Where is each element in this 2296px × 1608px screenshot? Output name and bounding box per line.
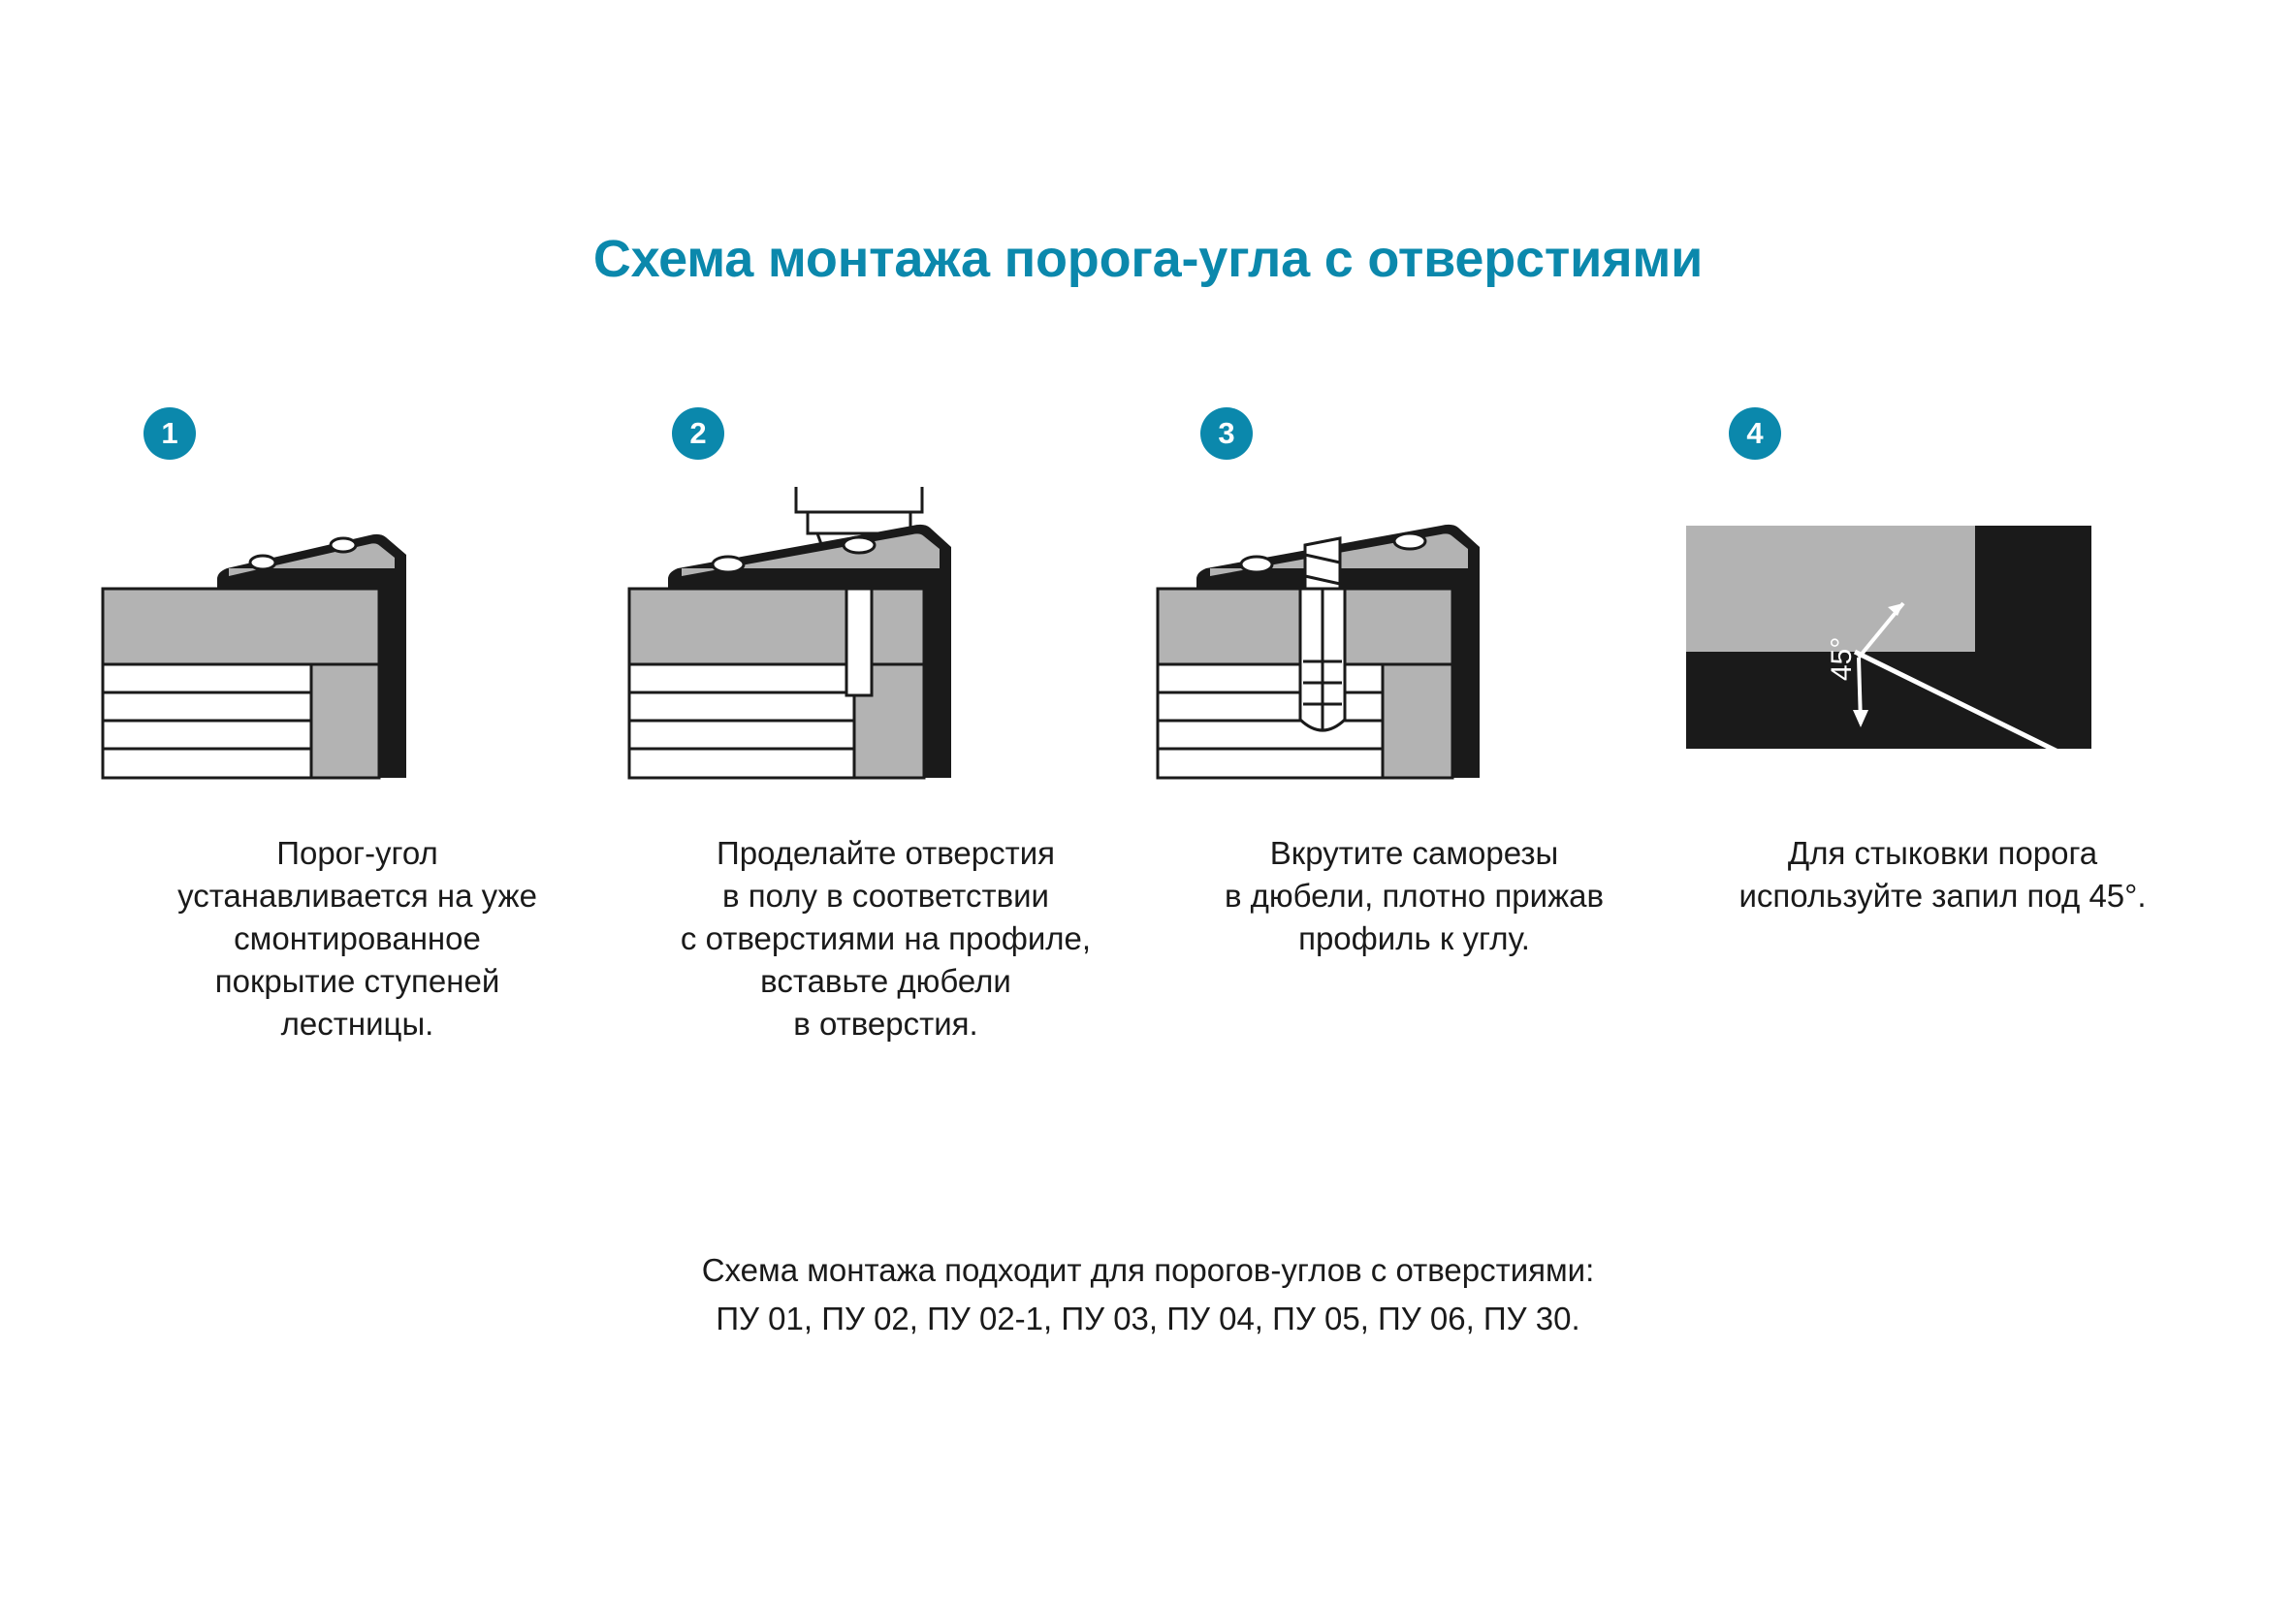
step-3-illustration bbox=[1150, 487, 1678, 807]
step-2-illustration bbox=[622, 487, 1150, 807]
step-1-illustration bbox=[93, 487, 622, 807]
page-title: Схема монтажа порога-угла с отверстиями bbox=[592, 230, 1704, 288]
footer-note bbox=[0, 1246, 2296, 1343]
step-2 bbox=[622, 407, 1150, 1045]
steps-container bbox=[93, 407, 2207, 1045]
step-1-caption: Порог-угол устанавливается на уже смонтированное покрытие ступеней лестницы. bbox=[177, 835, 537, 1042]
step-number-badge: 2 bbox=[672, 407, 724, 460]
angle-label: 45° bbox=[1826, 636, 1858, 681]
step-number-badge: 1 bbox=[144, 407, 196, 460]
step-2-caption: Проделайте отверстия в полу в соответствии с отверстиями на профиле, вставьте дюбели в отверстия. bbox=[680, 835, 1092, 1042]
step-4-illustration bbox=[1678, 487, 2207, 807]
step-number-badge: 3 bbox=[1200, 407, 1253, 460]
footer-line-2: ПУ 01, ПУ 02, ПУ 02-1, ПУ 03, ПУ 04, ПУ 05, ПУ 06, ПУ 30. bbox=[716, 1301, 1580, 1336]
screw-icon bbox=[1300, 538, 1345, 730]
step-4-caption: Для стыковки порога используйте запил под 45°. bbox=[1738, 835, 2147, 914]
step-4 bbox=[1678, 407, 2207, 917]
step-1 bbox=[93, 407, 622, 1045]
step-3-caption: Вкрутите саморезы в дюбели, плотно прижав профиль к углу. bbox=[1224, 835, 1605, 956]
footer-line-1: Схема монтажа подходит для порогов-углов с отверстиями: bbox=[701, 1252, 1595, 1288]
step-3 bbox=[1150, 407, 1678, 960]
step-number-badge: 4 bbox=[1729, 407, 1781, 460]
